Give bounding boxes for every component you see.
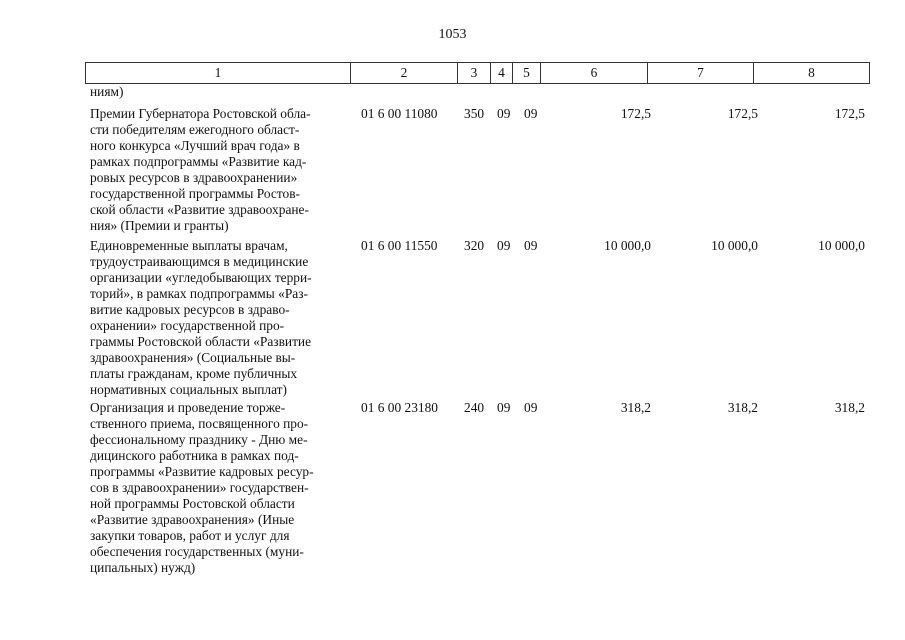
description-line: фессиональному празднику - Дню ме- — [90, 432, 308, 447]
continuation-text: ниям) — [90, 84, 124, 99]
subsection-code: 09 — [524, 400, 538, 415]
column-header-2: 2 — [351, 63, 458, 84]
description-line: ния» (Премии и гранты) — [90, 218, 229, 233]
row-description — [90, 238, 344, 398]
column-header-3: 3 — [458, 63, 491, 84]
description-line: организации «угледобывающих терри- — [90, 270, 312, 285]
section-code: 09 — [497, 238, 511, 253]
amount-col6: 172,5 — [620, 106, 651, 121]
expense-type: 320 — [464, 238, 485, 253]
column-header-4: 4 — [491, 63, 513, 84]
row-description — [90, 106, 344, 234]
description-line: рамках подпрограммы «Развитие кад- — [90, 154, 307, 169]
subsection-code: 09 — [524, 106, 538, 121]
description-line: ного конкурса «Лучший врач года» в — [90, 138, 300, 153]
column-header-8: 8 — [754, 63, 870, 84]
description-line: обеспечения государственных (муни- — [90, 544, 304, 559]
amount-col8: 318,2 — [834, 400, 865, 415]
description-line: нормативных социальных выплат) — [90, 382, 287, 397]
description-line: здравоохранения» (Социальные вы- — [90, 350, 296, 365]
description-line: Единовременные выплаты врачам, — [90, 238, 288, 253]
row-description — [90, 400, 344, 576]
budget-code: 01 6 00 11550 — [361, 238, 438, 253]
description-line: сти победителям ежегодного област- — [90, 122, 300, 137]
description-line: платы гражданам, кроме публичных — [90, 366, 298, 381]
description-line: сов в здравоохранении» государствен- — [90, 480, 309, 495]
column-header-5: 5 — [513, 63, 541, 84]
description-line: программы «Развитие кадровых ресур- — [90, 464, 314, 479]
description-line: дицинского работника в рамках под- — [90, 448, 299, 463]
description-line: ципальных) нужд) — [90, 560, 196, 575]
column-header-6: 6 — [541, 63, 648, 84]
column-header-row — [86, 63, 870, 84]
column-header-7: 7 — [648, 63, 754, 84]
page-number: 1053 — [438, 27, 467, 42]
budget-code: 01 6 00 23180 — [361, 400, 438, 415]
amount-col6: 10 000,0 — [604, 238, 651, 253]
description-line: ровых ресурсов в здравоохранении» — [90, 170, 298, 185]
description-line: Организация и проведение торже- — [90, 400, 286, 415]
description-line: ной программы Ростовской области — [90, 496, 295, 511]
description-line: трудоустраивающимся в медицинские — [90, 254, 309, 269]
section-code: 09 — [497, 106, 511, 121]
amount-col7: 172,5 — [727, 106, 758, 121]
section-code: 09 — [497, 400, 511, 415]
amount-col7: 10 000,0 — [711, 238, 758, 253]
budget-code: 01 6 00 11080 — [361, 106, 438, 121]
subsection-code: 09 — [524, 238, 538, 253]
description-line: закупки товаров, работ и услуг для — [90, 528, 290, 543]
description-line: охранении» государственной про- — [90, 318, 285, 333]
description-line: граммы Ростовской области «Развитие — [90, 334, 312, 349]
column-header-1: 1 — [86, 63, 351, 84]
description-line: ской области «Развитие здравоохране- — [90, 202, 309, 217]
amount-col7: 318,2 — [727, 400, 758, 415]
description-line: государственной программы Ростов- — [90, 186, 300, 201]
amount-col6: 318,2 — [620, 400, 651, 415]
description-line: «Развитие здравоохранения» (Иные — [90, 512, 295, 527]
description-line: Премии Губернатора Ростовской обла- — [90, 106, 311, 121]
amount-col8: 10 000,0 — [818, 238, 865, 253]
column-header-table — [85, 62, 870, 84]
description-line: торий», в рамках подпрограммы «Раз- — [90, 286, 308, 301]
amount-col8: 172,5 — [834, 106, 865, 121]
expense-type: 350 — [464, 106, 485, 121]
description-line: витие кадровых ресурсов в здраво- — [90, 302, 290, 317]
expense-type: 240 — [464, 400, 485, 415]
description-line: ственного приема, посвященного про- — [90, 416, 309, 431]
